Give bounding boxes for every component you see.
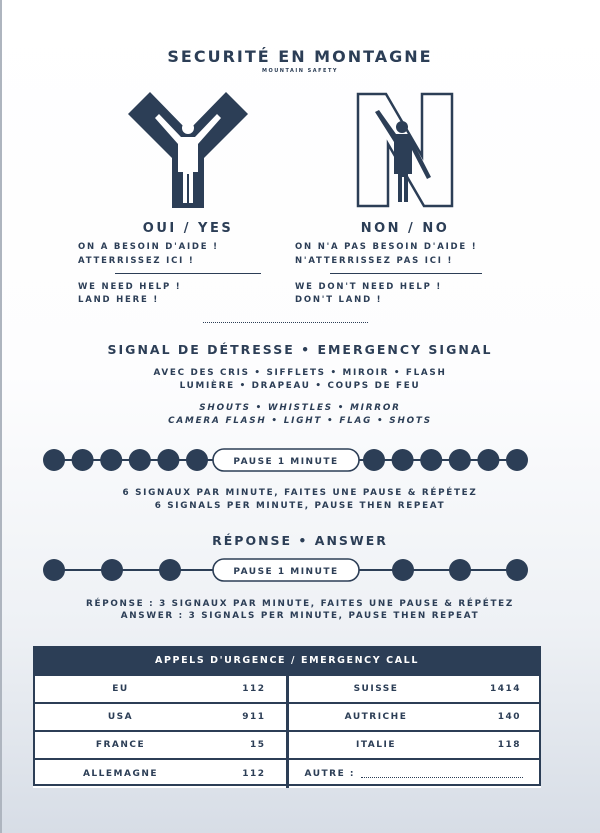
table-row-other [289,760,542,788]
emergency-table-right-column [289,676,542,788]
emergency-number: 112 [242,769,266,779]
answer-heading: RÉPONSE • ANSWER [212,533,388,548]
distress-en-line-2: CAMERA FLASH • LIGHT • FLAG • SHOTS [168,416,432,426]
table-row [33,676,286,702]
distress-desc-fr: 6 SIGNAUX PAR MINUTE, FAITES UNE PAUSE & RÉPÉTEZ [122,488,478,498]
emergency-number: 15 [249,740,266,750]
country-name: USA [107,712,134,722]
country-name: AUTRICHE [344,712,408,722]
country-name: FRANCE [95,740,146,750]
answer-desc-fr: RÉPONSE : 3 SIGNAUX PAR MINUTE, FAITES UNE PAUSE & RÉPÉTEZ [86,599,514,609]
emergency-table-heading: APPELS D'URGENCE / EMERGENCY CALL [33,646,541,674]
emergency-number: 140 [497,712,521,722]
yes-divider [115,273,261,274]
answer-signal-dot-left-3 [159,559,181,581]
no-title: NON / NO [360,221,450,236]
table-row [33,732,286,758]
other-country-label: AUTRE : [304,769,355,779]
answer-signal-dot-left-2 [101,559,123,581]
answer-signal-dot-right-2 [449,559,471,581]
country-name: ALLEMAGNE [82,769,159,779]
yes-title: OUI / YES [142,221,234,236]
answer-desc-en: ANSWER : 3 SIGNALS PER MINUTE, PAUSE THEN REPEAT [120,611,480,621]
distress-signal-dot-left-5 [157,449,179,471]
no-fr-line-2: N'ATTERRISSEZ PAS ICI ! [295,256,454,266]
n-signal-person-icon [356,92,454,208]
country-name: ITALIE [356,740,396,750]
distress-signal-dot-right-2 [392,449,414,471]
answer-signal-sequence [0,550,600,590]
no-divider [330,273,482,274]
distress-signal-dot-right-1 [363,449,385,471]
distress-signal-dot-left-1 [43,449,65,471]
yes-fr-line-1: ON A BESOIN D'AIDE ! [78,242,219,252]
emergency-number: 112 [242,684,266,694]
distress-signal-dot-left-2 [72,449,94,471]
table-row [289,676,542,702]
answer-pause-label: PAUSE 1 MINUTE [233,567,339,577]
distress-signal-sequence [0,440,600,480]
emergency-number: 1414 [489,684,521,694]
distress-signal-dot-right-5 [477,449,499,471]
distress-en-line-1: SHOUTS • WHISTLES • MIRROR [199,403,401,413]
yes-en-line-2: LAND HERE ! [78,295,160,305]
page-title: SECURITÉ EN MONTAGNE [167,47,433,66]
no-en-line-1: WE DON'T NEED HELP ! [295,282,443,292]
country-name: EU [112,684,129,694]
no-en-line-2: DON'T LAND ! [295,295,383,305]
distress-signal-dot-left-6 [186,449,208,471]
country-name: SUISSE [353,684,399,694]
answer-signal-dot-left-1 [43,559,65,581]
table-row [289,732,542,758]
y-signal-person-icon [128,92,248,208]
emergency-number: 911 [242,712,266,722]
yes-en-line-1: WE NEED HELP ! [78,282,182,292]
table-row [289,704,542,730]
distress-pause-label: PAUSE 1 MINUTE [233,457,339,467]
distress-fr-line-2: LUMIÈRE • DRAPEAU • COUPS DE FEU [179,381,421,391]
section-dotted-divider [203,322,368,323]
answer-signal-dot-right-1 [392,559,414,581]
distress-signal-dot-left-4 [129,449,151,471]
page-subtitle: MOUNTAIN SAFETY [262,68,338,74]
yes-fr-line-2: ATTERRISSEZ ICI ! [78,256,195,266]
distress-desc-en: 6 SIGNALS PER MINUTE, PAUSE THEN REPEAT [154,501,446,511]
distress-signal-dot-right-3 [420,449,442,471]
other-country-fill-line [361,770,523,778]
distress-signal-dot-right-6 [506,449,528,471]
emergency-table-body [33,674,541,788]
emergency-call-table [33,646,541,788]
distress-fr-line-1: AVEC DES CRIS • SIFFLETS • MIROIR • FLASH [153,368,447,378]
table-row [33,760,286,788]
distress-signal-dot-right-4 [449,449,471,471]
distress-signal-dot-left-3 [100,449,122,471]
distress-heading: SIGNAL DE DÉTRESSE • EMERGENCY SIGNAL [107,342,493,357]
answer-signal-dot-right-3 [506,559,528,581]
emergency-number: 118 [497,740,521,750]
table-row [33,704,286,730]
emergency-table-left-column [33,676,286,788]
no-fr-line-1: ON N'A PAS BESOIN D'AIDE ! [295,242,478,252]
